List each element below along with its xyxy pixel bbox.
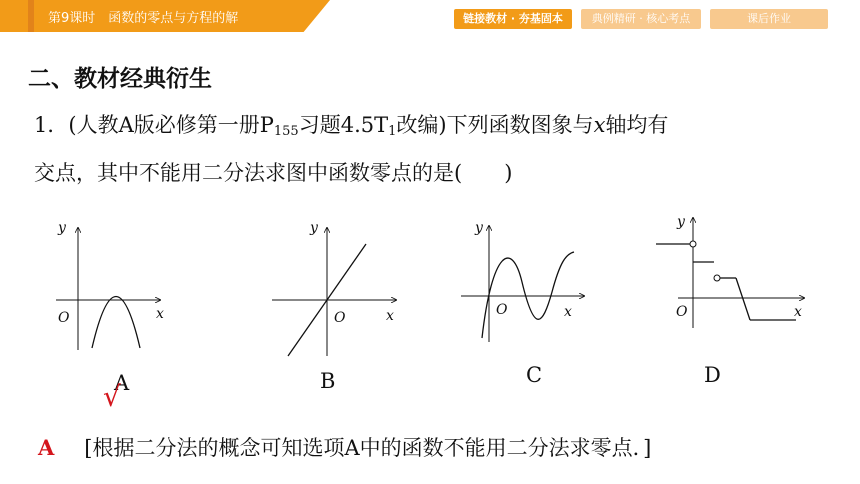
tab-core-examples[interactable]: 典例精研 · 核心考点 [581, 9, 701, 29]
graph-b-origin: O [334, 310, 346, 326]
graph-c [461, 220, 584, 387]
graph-d-open-point-1 [690, 241, 696, 247]
option-a-label: A [114, 371, 130, 395]
graph-b-y-label: y [310, 220, 318, 236]
correct-check-mark: √ [103, 380, 121, 410]
answer-line [38, 432, 651, 462]
answer-explanation: [根据二分法的概念可知选项A中的函数不能用二分法求零点．] [84, 436, 652, 460]
graph-a-parabola [92, 297, 140, 349]
graph-d-x-label: x [794, 304, 802, 320]
question-page-subscript: 155 [273, 124, 299, 139]
question-source-mid: 习题4.5T [298, 113, 389, 137]
graph-d-segment-4 [736, 278, 750, 320]
question-axis-var: x [593, 113, 606, 137]
graph-a-origin: O [58, 310, 70, 326]
section-heading: 二、教材经典衍生 [28, 66, 212, 92]
option-c-label: C [526, 363, 543, 387]
graph-b [272, 220, 396, 393]
option-b-label: B [320, 369, 336, 393]
question-t-subscript: 1 [388, 124, 397, 139]
title-accent-stripe [28, 0, 34, 32]
tab-homework[interactable]: 课后作业 [710, 9, 828, 29]
graph-a-x-label: x [156, 306, 164, 322]
question-source-prefix: (人教A版必修第一册P [68, 113, 274, 137]
function-graphs [0, 210, 860, 410]
graph-d-origin: O [676, 304, 688, 320]
top-bar [0, 0, 860, 36]
question-number: 1． [34, 113, 69, 137]
graph-c-origin: O [496, 302, 508, 318]
graph-d [656, 214, 804, 387]
question-line-2: 交点，其中不能用二分法求图中函数零点的是( ) [34, 161, 513, 185]
answer-key: A [38, 435, 55, 460]
question-line1-end: 轴均有 [605, 113, 669, 137]
question-source-suffix: 改编)下列函数图象与 [396, 113, 594, 137]
graph-c-y-label: y [475, 220, 483, 236]
graph-b-x-label: x [386, 308, 394, 324]
graph-d-open-point-2 [714, 275, 720, 281]
question-line-1 [34, 110, 668, 147]
graph-a-y-label: y [58, 220, 66, 236]
graph-c-wave [482, 252, 574, 338]
option-d-label: D [704, 363, 721, 387]
lesson-title: 第9课时 函数的零点与方程的解 [48, 11, 239, 26]
graph-a [56, 220, 164, 410]
tab-textbook-basics[interactable]: 链接教材 · 夯基固本 [454, 9, 572, 29]
graph-c-x-label: x [564, 304, 572, 320]
graph-d-y-label: y [677, 214, 685, 230]
